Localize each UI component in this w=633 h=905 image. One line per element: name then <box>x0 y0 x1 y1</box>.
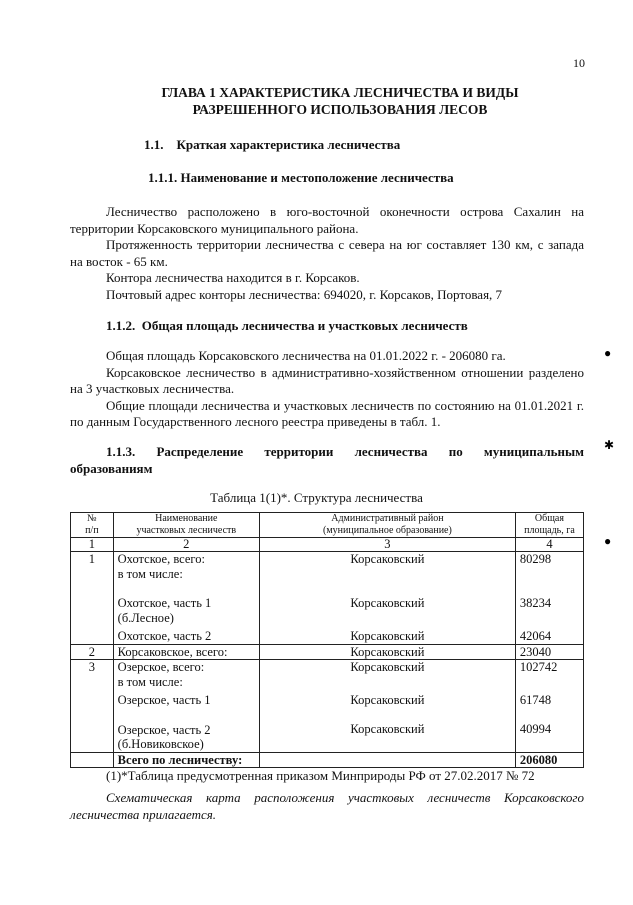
table-caption: Таблица 1(1)*. Структура лесничества <box>210 490 423 505</box>
col-number: 1 <box>71 538 114 552</box>
paragraph: Лесничество расположено в юго-восточной оконечности острова Сахалин на территории Корсаковского муниципального района. <box>70 204 584 236</box>
chapter-title-line-1: ГЛАВА 1 ХАРАКТЕРИСТИКА ЛЕСНИЧЕСТВА И ВИДЫ <box>161 85 519 100</box>
paragraph: Общая площадь Корсаковского лесничества на 01.01.2022 г. - 206080 га. <box>106 348 506 363</box>
col-number: 2 <box>113 538 259 552</box>
forestry-names: Озерское, всего: в том числе: Озерское, часть 1 Озерское, часть 2 (б.Новиковское) <box>113 660 259 753</box>
header-name: Наименование участковых лесничеств <box>113 513 259 538</box>
table-row <box>71 644 584 660</box>
map-note: Схематическая карта расположения участковых лесничеств Корсаковского лесничества прилагается. <box>70 790 584 822</box>
heading-1-1-2: 1.1.2. Общая площадь лесничества и участковых лесничеств <box>106 318 468 333</box>
forestry-structure-table <box>70 512 584 768</box>
header-district: Административный район (муниципальное образование) <box>259 513 515 538</box>
table-row <box>71 552 584 645</box>
forestry-name: Корсаковское, всего: <box>113 644 259 660</box>
area-text-block <box>70 348 584 431</box>
table-header-row <box>71 513 584 538</box>
col-number: 4 <box>515 538 583 552</box>
total-label: Всего по лесничеству: <box>113 752 259 768</box>
row-number: 3 <box>71 660 114 753</box>
header-area: Общая площадь, га <box>515 513 583 538</box>
column-number-row <box>71 538 584 552</box>
scan-mark-icon: ● <box>604 346 612 360</box>
forestry-districts: Корсаковский Корсаковский Корсаковский <box>259 552 515 645</box>
forestry-names: Охотское, всего: в том числе: Охотское, часть 1 (б.Лесное) Охотское, часть 2 <box>113 552 259 645</box>
page-number: 10 <box>573 56 585 70</box>
row-number: 2 <box>71 644 114 660</box>
paragraph: Почтовый адрес конторы лесничества: 694020, г. Корсаков, Портовая, 7 <box>106 286 503 302</box>
scan-mark-icon: ● <box>604 534 612 548</box>
heading-1-1-1: 1.1.1. Наименование и местоположение лесничества <box>148 170 454 185</box>
row-number: 1 <box>71 552 114 645</box>
location-text-block <box>70 204 584 303</box>
paragraph: Контора лесничества находится в г. Корсаков. <box>106 270 360 285</box>
scan-mark-icon: ✱ <box>604 438 615 452</box>
header-number: № п/п <box>71 513 114 538</box>
paragraph: Общие площади лесничества и участковых лесничеств по состоянию на 01.01.2021 г. по данным Государственного лесного реестра приведены в табл. 1. <box>70 397 584 429</box>
forestry-areas: 102742 61748 40994 <box>515 660 583 753</box>
table-total-row <box>71 752 584 768</box>
table-footnote: (1)*Таблица предусмотренная приказом Минприроды РФ от 27.02.2017 № 72 <box>106 768 535 783</box>
heading-1-1-3: 1.1.3. Распределение территории лесничества по муниципальным образованиям <box>70 444 588 476</box>
forestry-district: Корсаковский <box>259 644 515 660</box>
chapter-title-line-2: РАЗРЕШЕННОГО ИСПОЛЬЗОВАНИЯ ЛЕСОВ <box>192 102 488 117</box>
heading-1-1: 1.1. Краткая характеристика лесничества <box>144 137 401 152</box>
table-row <box>71 660 584 753</box>
chapter-title <box>70 84 610 118</box>
paragraph: Протяженность территории лесничества с севера на юг составляет 130 км, с запада на восток - 65 км. <box>70 237 584 269</box>
forestry-districts: Корсаковский Корсаковский Корсаковский <box>259 660 515 753</box>
total-area: 206080 <box>515 752 583 768</box>
forestry-areas: 80298 38234 42064 <box>515 552 583 645</box>
paragraph: Корсаковское лесничество в административно-хозяйственном отношении разделено на 3 участковых лесничества. <box>70 364 584 396</box>
col-number: 3 <box>259 538 515 552</box>
forestry-area: 23040 <box>515 644 583 660</box>
